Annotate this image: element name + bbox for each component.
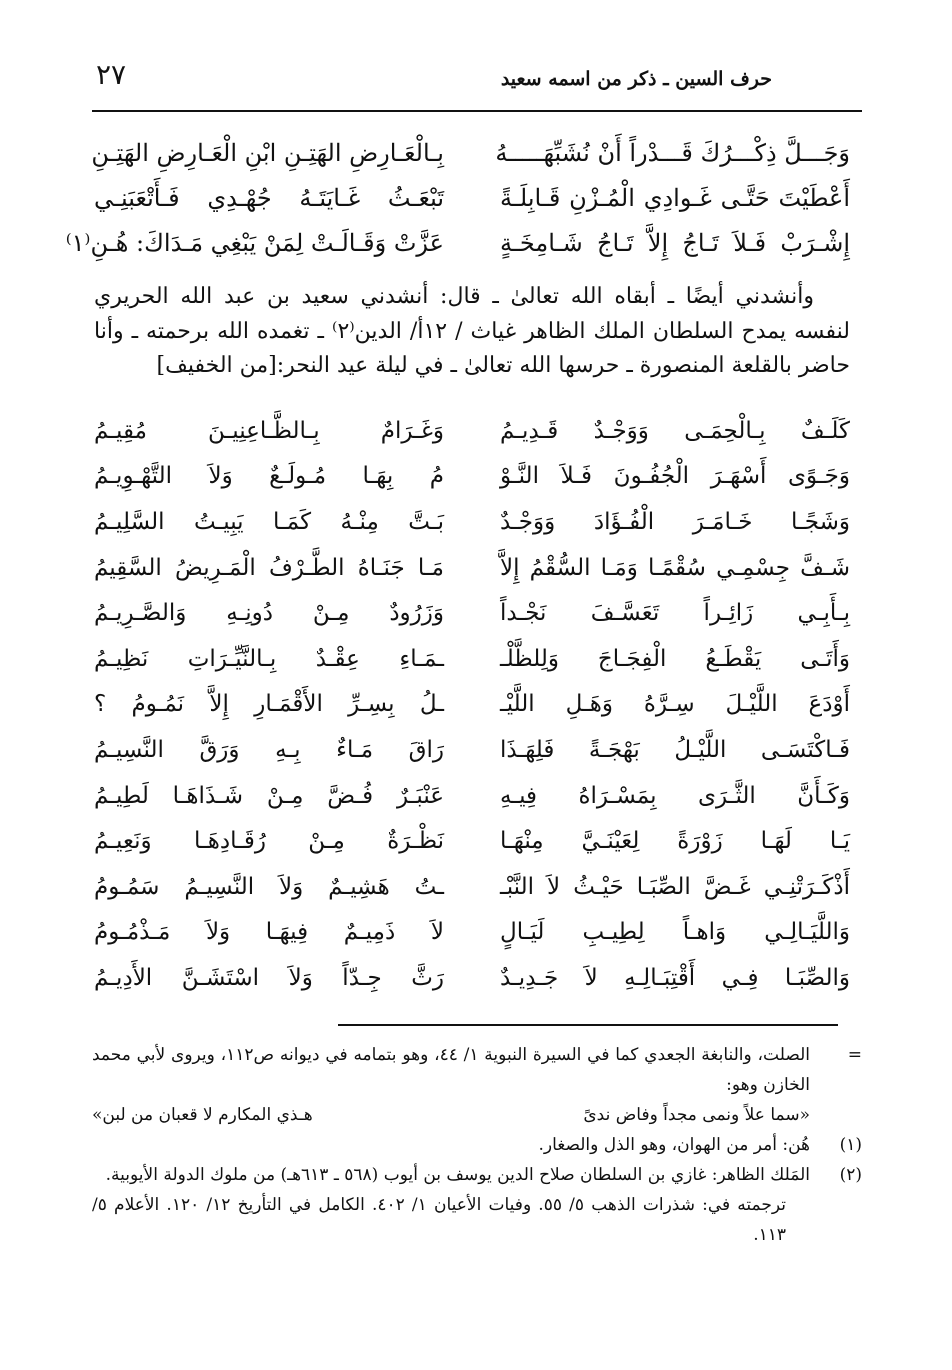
verse-line	[94, 682, 850, 728]
verse-line	[94, 454, 850, 500]
prose-text	[94, 280, 850, 384]
verse-first-hemistich: فَـاكْتَسَـى اللَّيْـلُ بَهْجَـةً فَلِهَـذَا	[500, 736, 850, 763]
verse-second-hemistich: مُ بِهَـا مُـولَـعٌ وَلاَ التَّهْـوِيـمُ	[94, 463, 444, 490]
verse-first-hemistich: شَـفَّ جِسْمِـي سُقْمًـا وَمَـا السُّقْمُ إِلاَّ	[500, 554, 850, 581]
verse-second-hemistich: وَغَـرَامٌ بِـالظَّـاعِنِيـنَ مُقِيـمُ	[94, 417, 444, 444]
verse-first-hemistich: وَجَـــلَّ ذِكْـــرُكَ قَـــدْراً أَنْ نُشَبِّهَـــــهُ	[495, 138, 850, 167]
verse-line	[94, 499, 850, 545]
verse-line	[94, 864, 850, 910]
quoted-verse-first: «سما علاً ونمى مجداً وفاض ندىً	[583, 1105, 810, 1125]
verse-second-hemistich: ـتُ هَشِيـمٌ وَلاَ النَّسِيـمُ سَمُـومُ	[94, 873, 444, 900]
quoted-verse-second: هـذي المكارم لا قعبان من لبن»	[92, 1105, 313, 1125]
footnote-2	[92, 1160, 862, 1250]
footnote-marker: (١)	[839, 1135, 862, 1155]
footnote-1	[92, 1130, 862, 1160]
verse-first-hemistich: يَـا لَهَـا زَوْرَةً لِعَيْنَـيَّ مِنْهَـا	[500, 828, 850, 855]
footnotes	[92, 1040, 862, 1250]
verse-second-hemistich: بَـتَّ مِنْـهُ كَمَـا يَبِيـتُ السَّلِيـمُ	[94, 508, 444, 535]
footnote-rule	[338, 1024, 838, 1026]
verse-line	[94, 727, 850, 773]
verse-first-hemistich: أَوْدَعَ اللَّيْـلَ سِـرَّهُ وَهَـلِ اللَّيْـ	[500, 691, 850, 718]
verse-second-hemistich: لاَ ذَمِيـمٌ فِيهَـا وَلاَ مَـذْمُـومُ	[94, 919, 444, 946]
main-verse-block	[94, 408, 850, 1001]
verse-first-hemistich: إِشْـرَبْ فَـلاَ تَـاجُ إِلاَّ تَـاجُ شَـامِخَـةٍ	[500, 228, 850, 257]
footnote-text: الصلت، والنابغة الجعدي كما في السيرة النبوية ١/ ٤٤، وهو بتمامه في ديوانه ص١١٢، ويروى لأبي محمد الخازن وهو:	[92, 1045, 810, 1095]
poetic-meter: [من الخفيف]	[156, 353, 277, 378]
quoted-verse	[92, 1100, 810, 1130]
verse-line	[94, 175, 850, 220]
verse-line	[65, 220, 850, 265]
prose-paragraph	[94, 280, 850, 384]
header-rule	[92, 110, 862, 112]
running-title: حرف السين ـ ذكر من اسمه سعيد	[500, 68, 772, 90]
verse-first-hemistich: وَجَـوًى أَسْهَـرَ الْجُفُـونَ فَـلاَ النَّـوْ	[500, 463, 850, 490]
verse-second-hemistich: بِـالْعَـارِضِ الهَتِـنِ ابْنِ الْعَـارِضِ الهَتِـنِ	[91, 138, 444, 167]
footnote-continuation	[92, 1040, 862, 1130]
verse-line	[94, 408, 850, 454]
verse-first-hemistich: وَأَتَـى يَقْطَـعُ الْفِجَـاجَ وَلِلظَّلْـ	[500, 645, 850, 672]
verse-first-hemistich: وَاللَّيَـالِـي وَاهـاً لِطِيـبِ لَيَـالٍ	[500, 919, 850, 946]
verse-first-hemistich: أَعْطَيْتَ حَتَّـى غَـوادِي الْمُـزْنِ قَـابِلَـةً	[500, 183, 850, 212]
verse-second-hemistich: نَظْـرَةٌ مِـنْ رُقَـادِهَـا وَنَعِيـمُ	[94, 828, 444, 855]
verse-second-hemistich: عَزَّتْ وَقَـالَـتْ لِمَنْ يَبْغِي مَـدَاكَ: هُـنِ⁽١⁾	[65, 228, 444, 257]
footnote-marker: (٢)	[839, 1165, 862, 1185]
footnote-text: المَلك الظاهر: غازي بن السلطان صلاح الدين يوسف بن أيوب (٥٦٨ ـ ٦١٣هـ) من ملوك الدولة الأيوبية.	[105, 1165, 810, 1185]
verse-first-hemistich: وَشَجًـا خَـامَـرَ الْفُـؤَادَ وَوَجْـدٌ	[500, 508, 850, 535]
verse-line	[94, 955, 850, 1001]
verse-first-hemistich: وَالصِّبَـا فِـي أَقْتِبَـالِـهِ لاَ جَـدِيـدٌ	[500, 964, 850, 991]
verse-line	[94, 910, 850, 956]
verse-second-hemistich: عَنْبَـرٌ فُـضَّ مِـنْ شَـذَاهَـا لَطِيـمُ	[94, 782, 444, 809]
verse-second-hemistich: وَزَرُودٌ مِـنْ دُونِـهِ وَالصَّـرِيـمُ	[94, 600, 444, 627]
verse-first-hemistich: كَلَـفٌ بِـالْحِمَـى وَوَجْـدٌ قَـدِيـمُ	[500, 417, 850, 444]
prose-body: وأنشدني أيضًا ـ أبقاه الله تعالىٰ ـ قال: أنشدني سعيد بن عبد الله الحريري لنفسه يمدح السلطان الملك الظاهر غياث / ١٢أ/ الدين⁽٢⁾ ـ تغمده الله برحمته ـ وأنا حاضر بالقلعة المنصورة ـ حرسها الله تعالىٰ ـ في ليلة عيد النحر:	[94, 284, 850, 378]
verse-first-hemistich: أَذْكَـرَتْنِـي غَـضَّ الصِّبَـا حَيْـثُ لاَ النَّبْـ	[500, 873, 850, 900]
page-number: ٢٧	[96, 58, 127, 91]
verse-second-hemistich: ـلُ بِسِـرِّ الأَقْمَـارِ إِلاَّ نَمُـومُ ؟	[94, 691, 444, 718]
footnote-biography: ترجمته في: شذرات الذهب ٥/ ٥٥. وفيات الأعيان ١/ ٤٠٢. الكامل في التأريخ ١٢/ ١٢٠. الأعلام ٥/ ١١٣.	[92, 1195, 786, 1245]
verse-line	[94, 545, 850, 591]
footnote-text: هُن: أمر من الهوان، وهو الذل والصغار.	[538, 1135, 810, 1155]
footnote-marker: =	[847, 1045, 862, 1065]
verse-line	[94, 636, 850, 682]
verse-second-hemistich: ـمَـاءِ عِقْـدٌ بِـالنَّيِّـرَاتِ نَظِيـمُ	[94, 645, 444, 672]
verse-line	[94, 590, 850, 636]
verse-first-hemistich: وَكَـأَنَّ الثَّـرَى بِمَسْـرَاهُ فِيـهِ	[500, 782, 850, 809]
top-verse-block	[65, 130, 850, 265]
verse-first-hemistich: بِـأَبِـي زَائِـراً تَعَسَّـفَ نَجْـداً	[500, 600, 850, 627]
verse-second-hemistich: رَاقَ مَـاءٌ بِـهِ وَرَقَّ النَّسِيـمُ	[94, 736, 444, 763]
verse-line	[94, 773, 850, 819]
verse-second-hemistich: تَبْعَـثُ غَـايَتَـهُ جُهْـدِي فَـأَتْعَبَنِـي	[94, 183, 444, 212]
verse-second-hemistich: رَثَّ جِـدّاً وَلاَ اسْتَشَـنَّ الأَدِيـمُ	[94, 964, 444, 991]
verse-second-hemistich: مَـا جَنَـاهُ الطَّـرْفُ الْمَـرِيضُ السَّقِيمُ	[94, 554, 444, 581]
verse-line	[94, 818, 850, 864]
verse-line	[91, 130, 850, 175]
